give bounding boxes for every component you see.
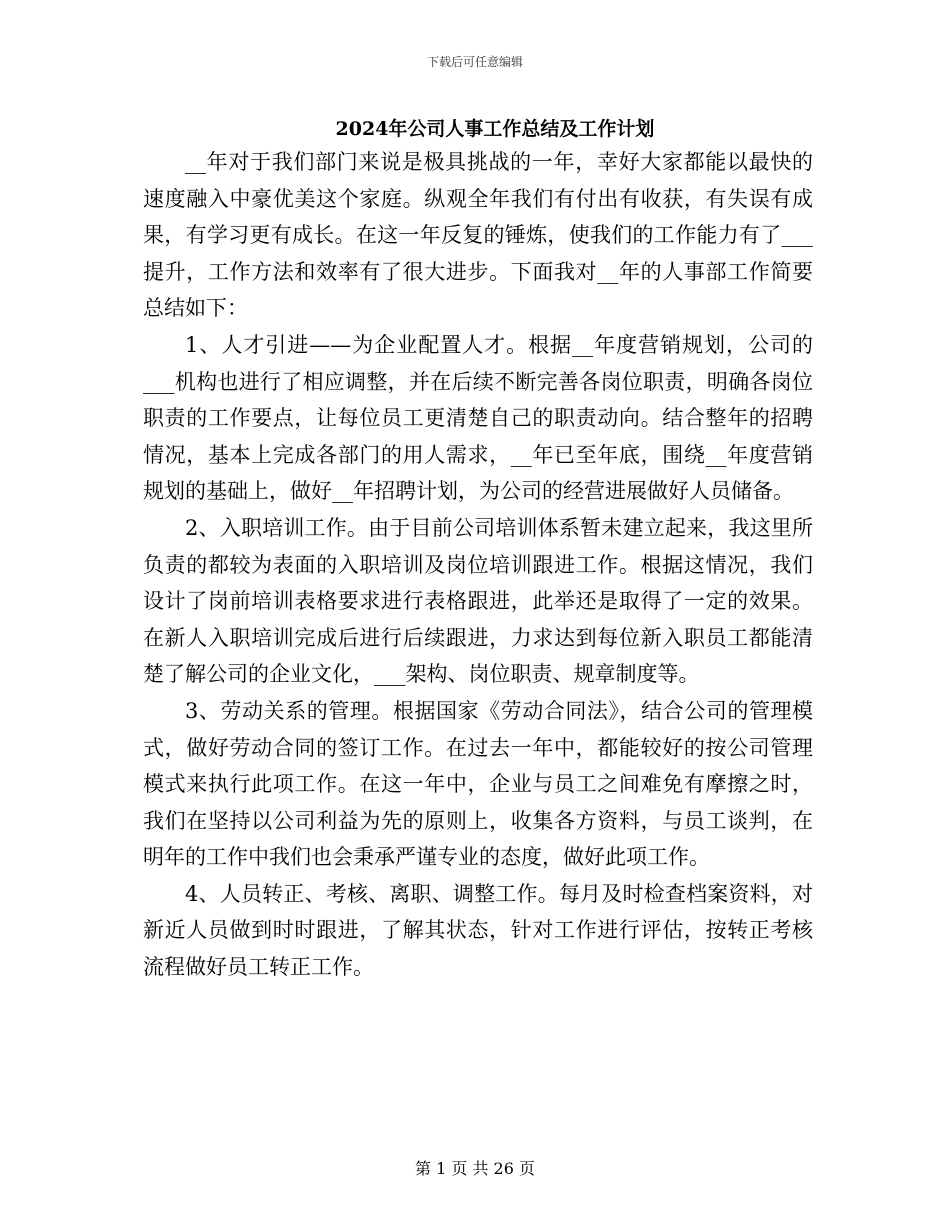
document-title: 2024年公司人事工作总结及工作计划 — [335, 118, 655, 140]
header-note: 下载后可任意编辑 — [426, 55, 523, 69]
paragraph-talent-recruitment: 1、人才引进——为企业配置人才。根据__年度营销规划，公司的___机构也进行了相应调整，并在后续不断完善各岗位职责，明确各岗位职责的工作要点，让每位员工更清楚自己的职责动向。结合整年的招聘情况，基本上完成各部门的用人需求，__年已至年底，围绕__年度营销规划的基础上，做好__年招聘计划，为公司的经营进展做好人员储备。 — [143, 332, 813, 504]
paragraph-labor-relations: 3、劳动关系的管理。根据国家《劳动合同法》，结合公司的管理模式，做好劳动合同的签订工作。在过去一年中，都能较好的按公司管理模式来执行此项工作。在这一年中，企业与员工之间难免有摩擦之时，我们在坚持以公司利益为先的原则上，收集各方资料，与员工谈判，在明年的工作中我们也会秉承严谨专业的态度，做好此项工作。 — [143, 698, 813, 870]
paragraph-personnel-changes: 4、人员转正、考核、离职、调整工作。每月及时检查档案资料，对新近人员做到时时跟进，了解其状态，针对工作进行评估，按转正考核流程做好员工转正工作。 — [143, 881, 813, 980]
document-body — [143, 144, 813, 986]
paragraph-intro: __年对于我们部门来说是极具挑战的一年，幸好大家都能以最快的速度融入中豪优美这个家庭。纵观全年我们有付出有收获，有失误有成果，有学习更有成长。在这一年反复的锤炼，使我们的工作能力有了___提升，工作方法和效率有了很大进步。下面我对__年的人事部工作简要总结如下： — [143, 150, 813, 321]
paragraph-onboarding-training: 2、入职培训工作。由于目前公司培训体系暂未建立起来，我这里所负责的都较为表面的入职培训及岗位培训跟进工作。根据这情况，我们设计了岗前培训表格要求进行表格跟进，此举还是取得了一定的效果。在新人入职培训完成后进行后续跟进，力求达到每位新入职员工都能清楚了解公司的企业文化，___架构、岗位职责、规章制度等。 — [143, 515, 813, 687]
page-number-footer: 第 1 页 共 26 页 — [415, 1159, 535, 1178]
